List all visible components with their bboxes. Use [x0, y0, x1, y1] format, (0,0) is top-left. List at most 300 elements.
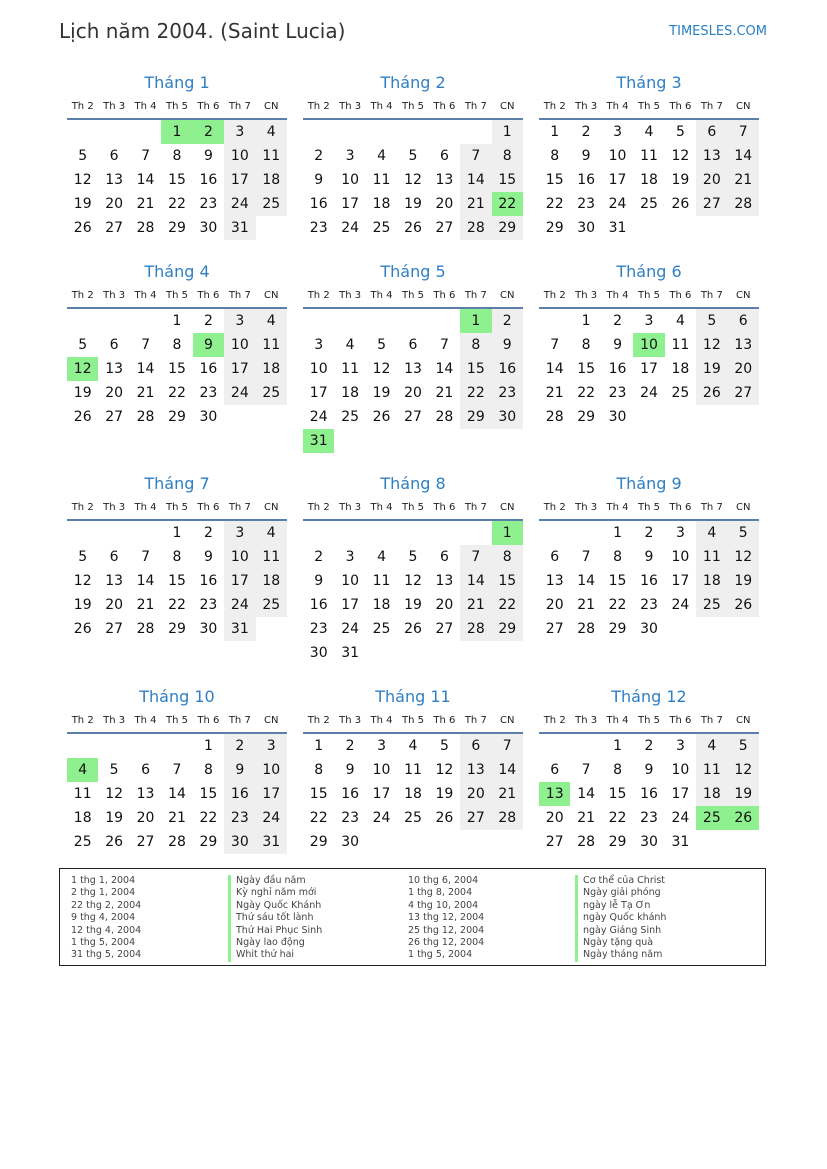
day-grid: [539, 120, 759, 240]
day-cell: 12: [728, 545, 759, 569]
month-title: Tháng 3: [616, 73, 682, 92]
weekday-label: Th 5: [637, 101, 660, 112]
weekday-label: Th 7: [700, 715, 723, 726]
weekday-label: Th 2: [307, 502, 330, 513]
day-cell: 11: [73, 786, 92, 802]
weekday-label: CN: [736, 502, 751, 513]
day-cell: 16: [640, 786, 658, 802]
legend-date: 1 thg 5, 2004: [408, 949, 473, 961]
weekday-label: Th 3: [575, 101, 598, 112]
day-cell: 30: [492, 405, 523, 429]
day-cell: 23: [224, 806, 255, 830]
day-cell: 3: [377, 738, 387, 754]
day-cell: 30: [199, 621, 218, 637]
day-cell: 10: [224, 545, 255, 569]
day-cell: 30: [309, 645, 328, 661]
day-grid: [539, 521, 759, 641]
month-block: [67, 259, 287, 429]
weekday-label: CN: [264, 290, 279, 301]
weekday-header: [539, 285, 759, 309]
day-cell: 21: [492, 782, 523, 806]
day-cell: 14: [728, 144, 759, 168]
day-cell: 18: [73, 810, 92, 826]
day-cell: 25: [256, 192, 287, 216]
day-cell: 14: [577, 786, 596, 802]
day-cell: 5: [78, 148, 88, 164]
day-cell: 8: [581, 337, 591, 353]
day-cell: 30: [577, 220, 596, 236]
day-cell: 25: [671, 385, 690, 401]
day-cell: 22: [577, 385, 596, 401]
weekday-label: Th 4: [606, 715, 629, 726]
day-cell: 18: [256, 569, 287, 593]
day-cell: 2: [581, 124, 591, 140]
weekday-header: [67, 96, 287, 120]
day-cell: 21: [728, 168, 759, 192]
day-grid: [303, 521, 523, 665]
day-cell: 5: [728, 521, 759, 545]
day-cell: 26: [728, 593, 759, 617]
day-cell: 9: [203, 549, 213, 565]
day-cell: 10: [224, 333, 255, 357]
day-cell: 11: [372, 172, 391, 188]
day-cell: 23: [309, 621, 328, 637]
day-cell: 3: [675, 738, 685, 754]
day-cell: 27: [696, 192, 727, 216]
day-grid: [303, 734, 523, 854]
day-cell: 7: [550, 337, 560, 353]
day-cell: 6: [439, 148, 449, 164]
day-cell: 12: [73, 172, 92, 188]
weekday-header: [303, 497, 523, 521]
day-cell: 15: [168, 172, 186, 188]
day-cell: 14: [460, 168, 491, 192]
day-cell: 13: [105, 172, 124, 188]
day-cell: 25: [372, 220, 391, 236]
day-cell: 23: [341, 810, 360, 826]
day-cell: 15: [608, 786, 627, 802]
day-cell: 15: [577, 361, 596, 377]
day-cell: 15: [168, 573, 186, 589]
day-cell: 10: [608, 148, 627, 164]
day-cell: 26: [73, 409, 92, 425]
day-cell: 20: [460, 782, 491, 806]
day-cell: 29: [199, 834, 218, 850]
day-cell: 4: [696, 734, 727, 758]
day-cell: 30: [199, 220, 218, 236]
holiday-day-cell: 10: [633, 333, 664, 357]
day-cell: 7: [141, 148, 151, 164]
day-cell: 20: [545, 597, 564, 613]
empty-cell: [397, 309, 428, 333]
legend-date: 13 thg 12, 2004: [408, 912, 485, 924]
day-cell: 27: [545, 834, 564, 850]
holiday-day-cell: 2: [193, 120, 224, 144]
day-cell: 5: [408, 549, 418, 565]
day-cell: 27: [545, 621, 564, 637]
day-cell: 1: [550, 124, 560, 140]
day-cell: 15: [168, 361, 186, 377]
month-block: [67, 684, 287, 854]
day-cell: 9: [314, 573, 324, 589]
day-cell: 9: [644, 549, 654, 565]
day-cell: 13: [136, 786, 155, 802]
empty-cell: [98, 734, 129, 758]
month-block: [539, 684, 759, 854]
day-cell: 20: [545, 810, 564, 826]
empty-cell: [98, 120, 129, 144]
site-link[interactable]: TIMESLES.COM: [669, 24, 767, 39]
weekday-label: Th 6: [433, 101, 456, 112]
day-cell: 7: [728, 120, 759, 144]
month-title: Tháng 5: [380, 262, 446, 281]
weekday-label: CN: [500, 101, 515, 112]
weekday-label: CN: [736, 101, 751, 112]
day-cell: 24: [671, 597, 690, 613]
day-cell: 24: [640, 385, 658, 401]
day-cell: 24: [671, 810, 690, 826]
day-cell: 10: [341, 573, 360, 589]
day-cell: 3: [345, 549, 355, 565]
day-cell: 1: [314, 738, 324, 754]
day-cell: 15: [199, 786, 218, 802]
month-title: Tháng 9: [616, 474, 682, 493]
weekday-label: Th 7: [464, 290, 487, 301]
legend-holiday-name: Thứ sáu tốt lành: [236, 912, 314, 924]
day-cell: 31: [671, 834, 690, 850]
day-cell: 29: [492, 216, 523, 240]
day-cell: 22: [608, 810, 627, 826]
day-cell: 22: [309, 810, 328, 826]
day-cell: 25: [256, 381, 287, 405]
day-cell: 17: [224, 569, 255, 593]
day-cell: 11: [640, 148, 658, 164]
day-cell: 30: [608, 409, 627, 425]
day-cell: 16: [492, 357, 523, 381]
day-cell: 14: [136, 573, 155, 589]
empty-cell: [460, 521, 491, 545]
day-cell: 26: [435, 810, 454, 826]
day-cell: 2: [314, 549, 324, 565]
weekday-label: Th 2: [71, 101, 94, 112]
day-cell: 18: [341, 385, 360, 401]
day-cell: 22: [460, 381, 491, 405]
legend-date: 9 thg 4, 2004: [71, 912, 136, 924]
day-cell: 18: [256, 357, 287, 381]
day-cell: 11: [372, 573, 391, 589]
weekday-label: Th 7: [228, 290, 251, 301]
day-cell: 26: [404, 621, 422, 637]
day-cell: 14: [136, 361, 155, 377]
day-cell: 25: [372, 621, 391, 637]
day-cell: 19: [696, 357, 727, 381]
weekday-label: Th 4: [606, 101, 629, 112]
day-cell: 15: [608, 573, 627, 589]
weekday-header: [303, 96, 523, 120]
legend-date: 31 thg 5, 2004: [71, 949, 142, 961]
day-cell: 21: [460, 192, 491, 216]
month-block: [539, 471, 759, 641]
holiday-day-cell: 12: [67, 357, 98, 381]
day-cell: 10: [372, 762, 391, 778]
day-cell: 24: [224, 381, 255, 405]
weekday-label: Th 7: [464, 715, 487, 726]
empty-cell: [161, 734, 192, 758]
day-cell: 20: [105, 385, 124, 401]
day-cell: 3: [224, 120, 255, 144]
month-block: [303, 259, 523, 453]
weekday-label: Th 7: [464, 502, 487, 513]
month-title: Tháng 7: [144, 474, 210, 493]
day-cell: 6: [439, 549, 449, 565]
weekday-label: Th 4: [370, 101, 393, 112]
day-cell: 18: [696, 782, 727, 806]
day-cell: 24: [341, 621, 360, 637]
day-cell: 13: [435, 573, 454, 589]
day-grid: [303, 309, 523, 453]
weekday-label: Th 4: [134, 502, 157, 513]
legend-date: 2 thg 1, 2004: [71, 887, 136, 899]
day-cell: 23: [608, 385, 627, 401]
weekday-label: Th 4: [370, 502, 393, 513]
day-cell: 29: [608, 621, 627, 637]
day-cell: 24: [608, 196, 627, 212]
day-cell: 5: [78, 337, 88, 353]
day-cell: 8: [172, 148, 182, 164]
weekday-label: Th 5: [165, 502, 188, 513]
day-cell: 22: [168, 196, 186, 212]
day-cell: 27: [460, 806, 491, 830]
day-cell: 3: [345, 148, 355, 164]
day-cell: 2: [203, 525, 213, 541]
day-cell: 1: [613, 525, 623, 541]
day-cell: 28: [545, 409, 564, 425]
day-cell: 8: [550, 148, 560, 164]
empty-cell: [397, 521, 428, 545]
weekday-label: CN: [264, 715, 279, 726]
day-cell: 20: [105, 597, 124, 613]
weekday-label: CN: [500, 290, 515, 301]
weekday-label: Th 6: [197, 290, 220, 301]
day-cell: 2: [345, 738, 355, 754]
day-cell: 16: [199, 361, 218, 377]
day-cell: 19: [372, 385, 391, 401]
month-block: [67, 471, 287, 641]
holiday-day-cell: 31: [303, 429, 334, 453]
day-cell: 29: [492, 617, 523, 641]
day-cell: 27: [105, 220, 124, 236]
weekday-label: Th 7: [464, 101, 487, 112]
day-cell: 23: [492, 381, 523, 405]
weekday-header: [67, 497, 287, 521]
day-cell: 16: [640, 573, 658, 589]
day-cell: 17: [671, 573, 690, 589]
day-cell: 11: [256, 333, 287, 357]
legend-holiday-name: Ngày giải phóng: [583, 887, 661, 899]
day-cell: 17: [224, 357, 255, 381]
day-cell: 11: [696, 545, 727, 569]
day-cell: 8: [460, 333, 491, 357]
empty-cell: [539, 521, 570, 545]
day-cell: 28: [136, 409, 155, 425]
day-cell: 19: [73, 385, 92, 401]
legend-holiday-name: ngày Quốc khánh: [583, 912, 667, 924]
empty-cell: [67, 734, 98, 758]
weekday-label: Th 7: [228, 502, 251, 513]
holiday-day-cell: 22: [492, 192, 523, 216]
day-cell: 30: [640, 621, 658, 637]
day-cell: 26: [671, 196, 690, 212]
day-cell: 10: [671, 549, 690, 565]
day-cell: 8: [203, 762, 213, 778]
day-cell: 30: [640, 834, 658, 850]
weekday-label: Th 7: [228, 715, 251, 726]
day-cell: 28: [136, 220, 155, 236]
day-cell: 9: [644, 762, 654, 778]
day-cell: 2: [492, 309, 523, 333]
day-cell: 9: [581, 148, 591, 164]
empty-cell: [334, 521, 365, 545]
day-cell: 1: [172, 525, 182, 541]
day-cell: 19: [404, 196, 422, 212]
weekday-label: Th 3: [575, 502, 598, 513]
day-cell: 18: [404, 786, 422, 802]
day-cell: 9: [345, 762, 355, 778]
weekday-label: Th 5: [401, 290, 424, 301]
empty-cell: [334, 309, 365, 333]
weekday-label: Th 3: [103, 502, 126, 513]
day-cell: 8: [492, 144, 523, 168]
legend-holiday-name: Kỳ nghỉ năm mới: [236, 887, 317, 899]
empty-cell: [98, 309, 129, 333]
day-cell: 3: [256, 734, 287, 758]
day-cell: 4: [377, 549, 387, 565]
holiday-legend: [59, 868, 766, 966]
day-cell: 12: [671, 148, 690, 164]
empty-cell: [303, 309, 334, 333]
day-cell: 5: [78, 549, 88, 565]
day-cell: 28: [460, 617, 491, 641]
day-cell: 5: [377, 337, 387, 353]
day-cell: 28: [728, 192, 759, 216]
day-cell: 21: [577, 597, 596, 613]
day-cell: 29: [168, 409, 186, 425]
day-cell: 7: [581, 549, 591, 565]
day-cell: 28: [136, 621, 155, 637]
weekday-label: Th 4: [134, 715, 157, 726]
day-cell: 16: [341, 786, 360, 802]
weekday-label: CN: [500, 502, 515, 513]
day-cell: 29: [168, 220, 186, 236]
day-cell: 16: [309, 196, 328, 212]
empty-cell: [539, 309, 570, 333]
day-cell: 28: [460, 216, 491, 240]
day-cell: 21: [435, 385, 454, 401]
legend-date: 22 thg 2, 2004: [71, 899, 142, 911]
day-cell: 22: [199, 810, 218, 826]
month-title: Tháng 6: [616, 262, 682, 281]
day-cell: 1: [492, 120, 523, 144]
day-cell: 4: [345, 337, 355, 353]
weekday-label: Th 3: [339, 290, 362, 301]
weekday-header: [67, 710, 287, 734]
legend-holiday-name: ngày lễ Tạ Ơn: [583, 899, 651, 911]
day-cell: 14: [545, 361, 564, 377]
day-cell: 27: [105, 409, 124, 425]
empty-cell: [366, 120, 397, 144]
day-cell: 2: [224, 734, 255, 758]
empty-cell: [366, 521, 397, 545]
day-cell: 11: [671, 337, 690, 353]
day-cell: 30: [199, 409, 218, 425]
day-cell: 31: [341, 645, 360, 661]
weekday-label: Th 3: [575, 290, 598, 301]
weekday-label: Th 5: [165, 715, 188, 726]
day-cell: 17: [256, 782, 287, 806]
weekday-label: CN: [264, 101, 279, 112]
day-cell: 23: [640, 597, 658, 613]
weekday-label: Th 2: [543, 290, 566, 301]
day-cell: 17: [372, 786, 391, 802]
day-cell: 19: [73, 597, 92, 613]
month-title: Tháng 12: [611, 687, 687, 706]
legend-names-right: [575, 875, 666, 962]
empty-cell: [130, 309, 161, 333]
day-cell: 4: [256, 120, 287, 144]
holiday-day-cell: 26: [728, 806, 759, 830]
weekday-label: CN: [736, 290, 751, 301]
day-cell: 19: [728, 569, 759, 593]
day-cell: 31: [256, 830, 287, 854]
day-cell: 4: [696, 521, 727, 545]
legend-holiday-name: ngày Giáng Sinh: [583, 924, 662, 936]
empty-cell: [98, 521, 129, 545]
day-cell: 21: [168, 810, 186, 826]
day-cell: 20: [696, 168, 727, 192]
empty-cell: [67, 521, 98, 545]
day-cell: 15: [492, 168, 523, 192]
weekday-label: Th 2: [71, 290, 94, 301]
weekday-label: Th 3: [575, 715, 598, 726]
day-cell: 24: [224, 593, 255, 617]
weekday-label: Th 6: [669, 502, 692, 513]
day-cell: 29: [168, 621, 186, 637]
month-block: [303, 70, 523, 240]
weekday-label: Th 3: [103, 715, 126, 726]
day-cell: 16: [577, 172, 596, 188]
day-cell: 7: [439, 337, 449, 353]
empty-cell: [570, 521, 601, 545]
legend-date: 12 thg 4, 2004: [71, 924, 142, 936]
day-cell: 7: [460, 144, 491, 168]
day-cell: 18: [696, 569, 727, 593]
day-cell: 16: [608, 361, 627, 377]
empty-cell: [397, 120, 428, 144]
day-cell: 5: [109, 762, 119, 778]
day-cell: 12: [73, 573, 92, 589]
day-cell: 6: [550, 549, 560, 565]
day-cell: 23: [309, 220, 328, 236]
day-cell: 10: [309, 361, 328, 377]
weekday-label: Th 2: [307, 101, 330, 112]
day-cell: 2: [644, 525, 654, 541]
day-cell: 12: [404, 172, 422, 188]
month-title: Tháng 1: [144, 73, 210, 92]
day-cell: 14: [168, 786, 186, 802]
empty-cell: [539, 734, 570, 758]
day-cell: 6: [109, 337, 119, 353]
day-grid: [67, 120, 287, 240]
